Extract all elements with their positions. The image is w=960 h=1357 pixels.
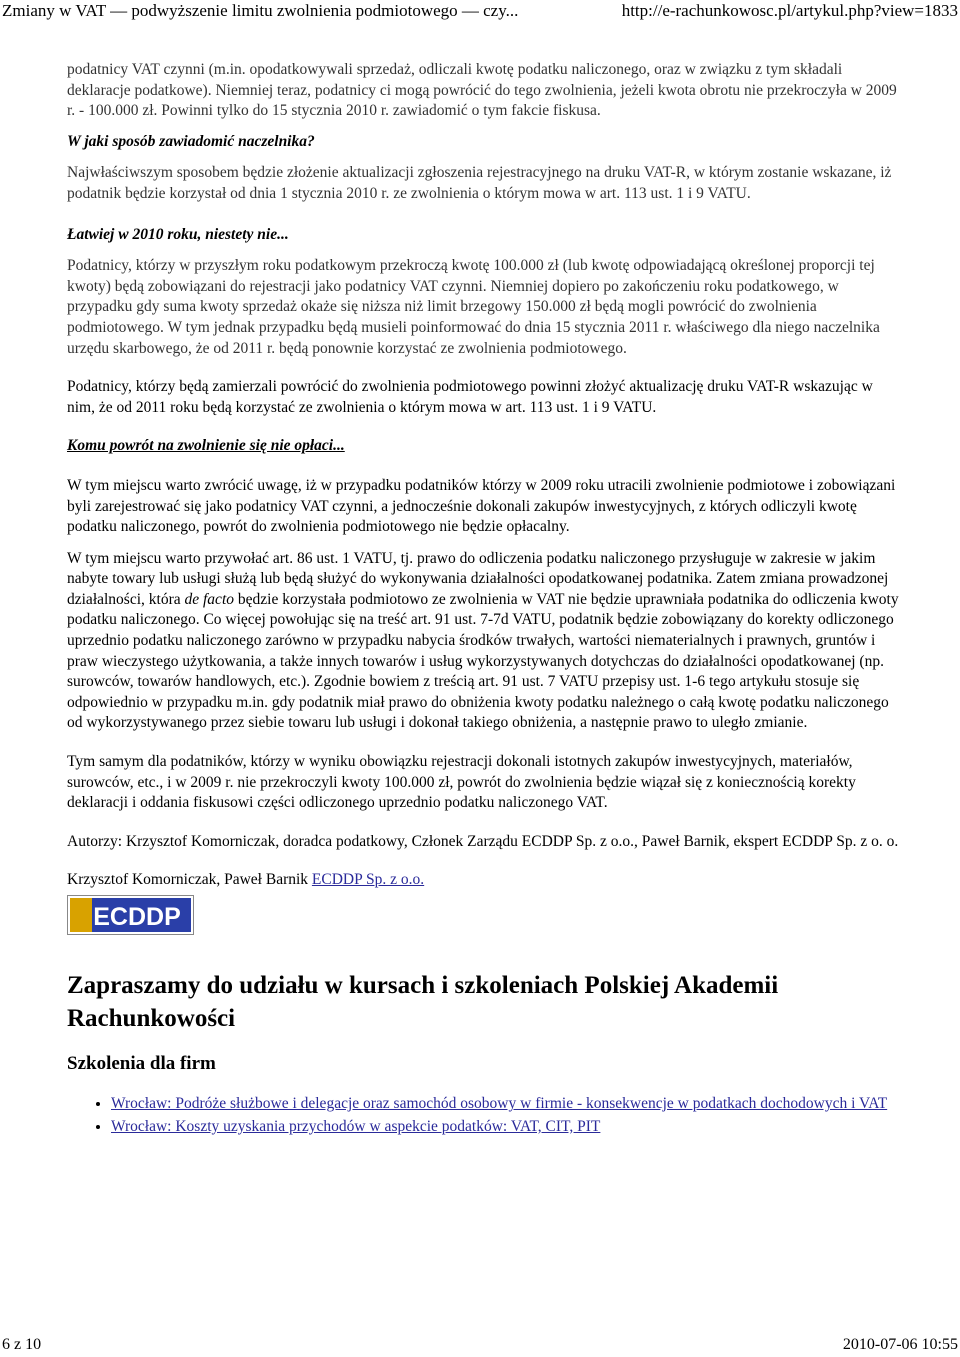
heading-how-notify: W jaki sposób zawiadomić naczelnika? [67,132,315,150]
ecddp-logo[interactable] [67,895,902,942]
print-header-title: Zmiany w VAT — podwyższenie limitu zwolnienia podmiotowego — czy... [2,1,519,20]
ecddp-link[interactable]: ECDDP Sp. z o.o. [311,871,425,889]
heading-easier-2010: Łatwiej w 2010 roku, niestety nie... [67,225,289,243]
paragraph-1: podatnicy VAT czynni (m.in. opodatkowywali sprzedaż, odliczali kwotę podatku naliczonego, oraz w związku z tym składali deklaracje podatkowe). Niemniej teraz, podatnicy ci mogą powrócić do tego zwolnienia, jeżeli kwota obrotu nie przekroczyła w 2009 r. - 100.000 zł. Powinni tylko do 15 stycznia 2010 r. zawiadomić o tym fakcie fiskusa. [67,61,897,120]
training-link-2[interactable]: Wrocław: Koszty uzyskania przychodów w aspekcie podatków: VAT, CIT, PIT [111,1117,601,1135]
paragraph-7: Tym samym dla podatników, którzy w wyniku obowiązku rejestracji dokonali istotnych zakupów inwestycyjnych, materiałów, surowców, etc., i w 2009 r. nie przekroczyli kwoty 100.000 zł, powrót do zwolnienia będzie wiązał się z koniecznością korekty deklaracji i oddania fiskusowi części odliczonego uprzednio podatku naliczonego VAT. [67,753,856,812]
training-link-1[interactable]: Wrocław: Podróże służbowe i delegacje oraz samochód osobowy w firmie - konsekwencje w podatkach dochodowych i VAT [111,1095,888,1113]
article-content [67,60,902,1139]
ecddp-logo-image [67,895,194,935]
print-datetime: 2010-07-06 10:55 [842,1336,958,1353]
byline-names: Krzysztof Komorniczak, Paweł Barnik [67,871,312,889]
paragraph-2: Najwłaściwszym sposobem będzie złożenie aktualizacji zgłoszenia rejestracyjnego na druku VAT-R, w którym zostanie wskazane, iż podatnik będzie korzystał od dnia 1 stycznia 2010 r. ze zwolnienia o którym mowa w art. 113 ust. 1 i 9 VATU. [67,164,892,202]
paragraph-3: Podatnicy, którzy w przyszłym roku podatkowym przekroczą kwotę 100.000 zł (lub kwotę odpowiadającą określonej proporcji tej kwoty) będą zobowiązani do rejestracji jako podatnicy VAT czynni. Niemniej dopiero po zakończeniu roku podatkowego, w przypadku gdy suma kwoty sprzedaż okaże się niższa niż limit brzegowy 150.000 zł będą mogli powrócić do zwolnienia podmiotowego. W tym jednak przypadku będą musieli poinformować do dnia 15 stycznia 2011 r. właściwego dla niego naczelnika urzędu skarbowego, że od 2011 r. będą ponownie korzystać ze zwolnienia podmiotowego. [67,257,880,357]
paragraph-6-italic: de facto [184,590,234,608]
page-counter: 6 z 10 [2,1336,42,1353]
ecddp-logo-text: ECDDP [93,903,181,931]
print-header-url: http://e-rachunkowosc.pl/artykul.php?view=1833 [621,1,958,20]
paragraph-5: W tym miejscu warto zwrócić uwagę, iż w przypadku podatników którzy w 2009 roku utracili zwolnienie podmiotowe i zobowiązani byli zarejestrować się jako podatnicy VAT czynni, a jednocześnie dokonali zakupów inwestycyjnych, z których odliczyli kwotę podatku naliczonego, powrót do zwolnienia podmiotowego nie będzie opłacalny. [67,476,896,536]
promo-title: Zapraszamy do udziału w kursach i szkoleniach Polskiej Akademii Rachunkowości [67,971,779,1032]
paragraph-6 [67,549,902,734]
heading-who-not-worth: Komu powrót na zwolnienie się nie opłaci... [67,437,345,455]
list-item [111,1117,902,1138]
byline [67,870,902,891]
paragraph-4: Podatnicy, którzy będą zamierzali powrócić do zwolnienia podmiotowego powinni złożyć aktualizację druku VAT-R wskazując w nim, że od 2011 roku będą korzystać ze zwolnienia o którym mowa w art. 113 ust. 1 i 9 VATU. [67,378,873,416]
paragraph-6-part-b: będzie korzystała podmiotowo ze zwolnienia w VAT nie będzie uprawniała podatnika do odliczenia kwoty podatku naliczonego. Co więcej powołując się na treść art. 91 ust. 7-7d VATU, podatnik będzie zobowiązany do korekty odliczonego uprzednio podatku naliczonego zarówno w przypadku nabycia środków trwałych, wartości niematerialnych i prawnych, gruntów i praw wieczystego użytkowania, a także innych towarów i usług wykorzystywanych dotychczas do działalności opodatkowanej (np. surowców, towarów handlowych, etc.). Zgodnie bowiem z treścią art. 91 ust. 7 VATU przepisy ust. 1-6 tego artykułu stosuje się odpowiednio w przypadku m.in. gdy podatnik miał prawo do obniżenia kwoty podatku należnego o całą kwotę podatku naliczonego od wykorzystywanego przez siebie towaru lub usługi i dokonał takiego obniżenia, a następnie prawo to uległo zmianie. [67,590,899,732]
paragraph-6-part-a: W tym miejscu warto przywołać art. 86 ust. 1 VATU, tj. prawo do odliczenia podatku naliczonego przysługuje w zakresie w jakim nabyte towary lub usługi służą lub będą służyć do wykonywania działalności opodatkowanej podatnika. Zatem zmiana prowadzonej działalności, która [67,549,889,608]
print-footer [0,1336,960,1356]
print-header [0,0,960,24]
promo-subtitle: Szkolenia dla firm [67,1052,216,1074]
training-links-list [67,1094,902,1137]
authors-paragraph: Autorzy: Krzysztof Komorniczak, doradca podatkowy, Członek Zarządu ECDDP Sp. z o.o., Paweł Barnik, ekspert ECDDP Sp. z o. o. [67,832,899,850]
list-item [111,1094,902,1115]
